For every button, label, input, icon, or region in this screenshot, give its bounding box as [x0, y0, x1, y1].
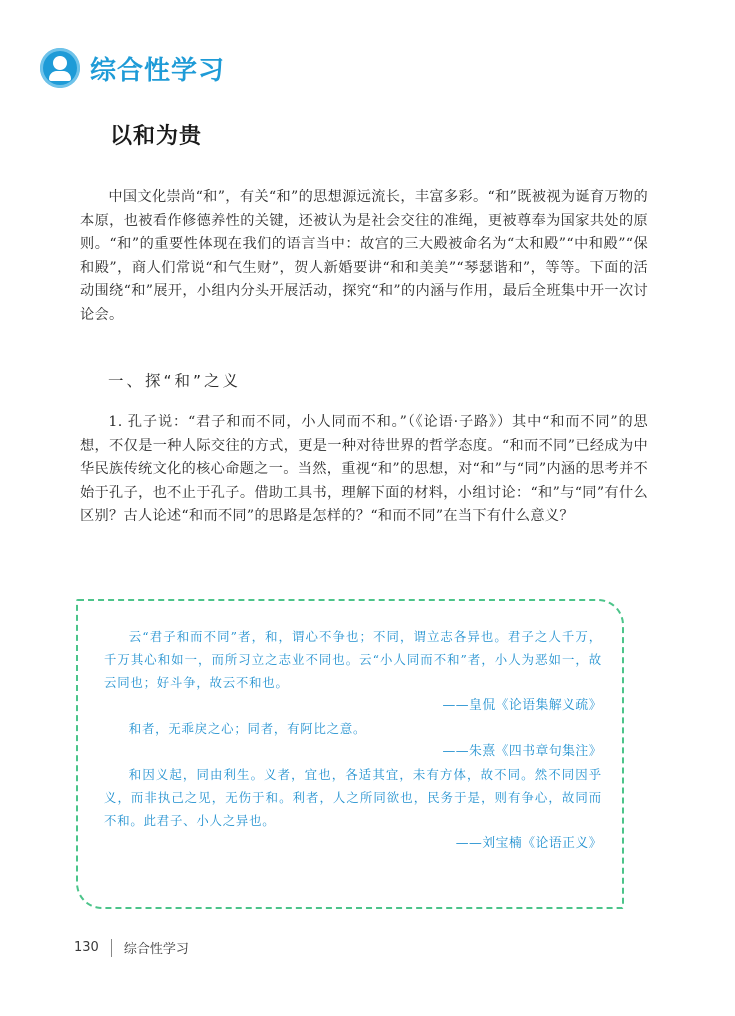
section-heading: 一、探“和”之义	[108, 372, 242, 390]
quote-source: ——朱熹《四书章句集注》	[442, 744, 602, 759]
quote-list	[104, 625, 602, 855]
person-icon	[40, 48, 80, 88]
page-footer	[74, 938, 189, 957]
quote-source: ——皇侃《论语集解义疏》	[442, 698, 602, 713]
quote-box	[76, 599, 624, 909]
question-paragraph: 1. 孔子说：“君子和而不同，小人同而不和。”（《论语·子路》）其中“和而不同”的思想，不仅是一种人际交往的方式，更是一种对待世界的哲学态度。“和而不同”已经成为中华民族传统文化的核心命题之一。当然，重视“和”的思想，对“和”与“同”内涵的思考并不始于孔子，也不止于孔子。借助工具书，理解下面的材料，小组讨论：“和”与“同”有什么区别？古人论述“和而不同”的思路是怎样的？“和而不同”在当下有什么意义？	[80, 414, 648, 524]
quote-text: 和因义起，同由利生。义者，宜也，各适其宜，未有方体，故不同。然不同因乎义，而非执己之见，无伤于和。利者，人之所同欲也，民务于是，则有争心，故同而不和。此君子、小人之异也。	[104, 767, 602, 828]
section-header	[40, 48, 225, 88]
intro-paragraph: 中国文化崇尚“和”，有关“和”的思想源远流长，丰富多彩。“和”既被视为诞育万物的本原，也被看作修德养性的关键，还被认为是社会交往的准绳，更被尊奉为国家共处的原则。“和”的重要性体现在我们的语言当中：故宫的三大殿被命名为“太和殿”“中和殿”“保和殿”，商人们常说“和气生财”，贺人新婚要讲“和和美美”“琴瑟谐和”，等等。下面的活动围绕“和”展开，小组内分头开展活动，探究“和”的内涵与作用，最后全班集中开一次讨论会。	[80, 189, 648, 323]
footer-section-label: 综合性学习	[123, 942, 189, 957]
lesson-title: 以和为贵	[110, 124, 203, 149]
quote-text: 云“君子和而不同”者，和，谓心不争也；不同，谓立志各异也。君子之人千万，千万其心和如一，而所习立之志业不同也。云“小人同而不和”者，小人为恶如一，故云同也；好斗争，故云不和也。	[104, 629, 602, 690]
page-number: 130	[74, 940, 99, 955]
section-title: 综合性学习	[90, 55, 226, 86]
footer-divider	[111, 939, 112, 957]
quote-text: 和者，无乖戾之心；同者，有阿比之意。	[128, 721, 367, 736]
quote-source: ——刘宝楠《论语正义》	[455, 836, 602, 851]
